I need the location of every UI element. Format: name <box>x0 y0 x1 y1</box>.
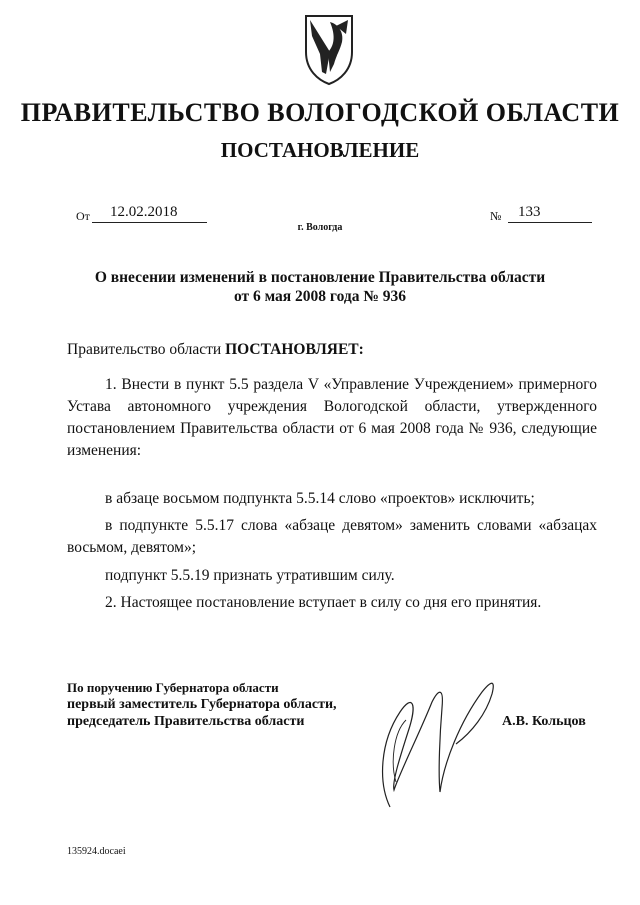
document-date: 12.02.2018 <box>110 204 178 220</box>
preamble <box>67 341 364 359</box>
paragraph-5: 2. Настоящее постановление вступает в силу со дня его принятия. <box>105 594 542 611</box>
signature-line-1: По поручению Губернатора области <box>67 680 279 695</box>
footer-filename: 135924.docaei <box>67 846 126 857</box>
subject-line-1: О внесении изменений в постановление Правительства области <box>94 269 546 286</box>
paragraph-1: 1. Внести в пункт 5.5 раздела V «Управление Учреждением» примерного Устава автономного учреждения Вологодской области, утвержденного постановлением Правительства области от 6 мая 2008 года № 936, следующие изменения: <box>67 376 597 459</box>
document-subject <box>0 268 640 306</box>
signer-name: А.В. Кольцов <box>502 714 586 729</box>
signature-line-2: первый заместитель Губернатора области, <box>67 697 337 712</box>
subject-line-2: от 6 мая 2008 года № 936 <box>233 288 407 305</box>
signature-line-3: председатель Правительства области <box>67 714 305 729</box>
paragraph-2: в абзаце восьмом подпункта 5.5.14 слово «проектов» исключить; <box>105 490 535 507</box>
number-prefix: № <box>490 209 502 223</box>
preamble-text: Правительство области <box>67 341 222 358</box>
document-number: 133 <box>518 204 541 220</box>
date-prefix: От <box>76 209 90 223</box>
paragraph-3: в подпункте 5.5.17 слова «абзаце девятом» заменить словами «абзацах восьмом, девятом»; <box>67 517 597 556</box>
paragraph-4: подпункт 5.5.19 признать утратившим силу. <box>105 567 395 584</box>
coat-of-arms-icon <box>300 12 358 86</box>
preamble-keyword: ПОСТАНОВЛЯЕТ: <box>225 341 364 358</box>
city-label: г. Вологда <box>297 222 343 233</box>
handwritten-signature <box>360 662 500 812</box>
document-type: ПОСТАНОВЛЕНИЕ <box>220 138 420 162</box>
organization-title: ПРАВИТЕЛЬСТВО ВОЛОГОДСКОЙ ОБЛАСТИ <box>20 98 620 127</box>
